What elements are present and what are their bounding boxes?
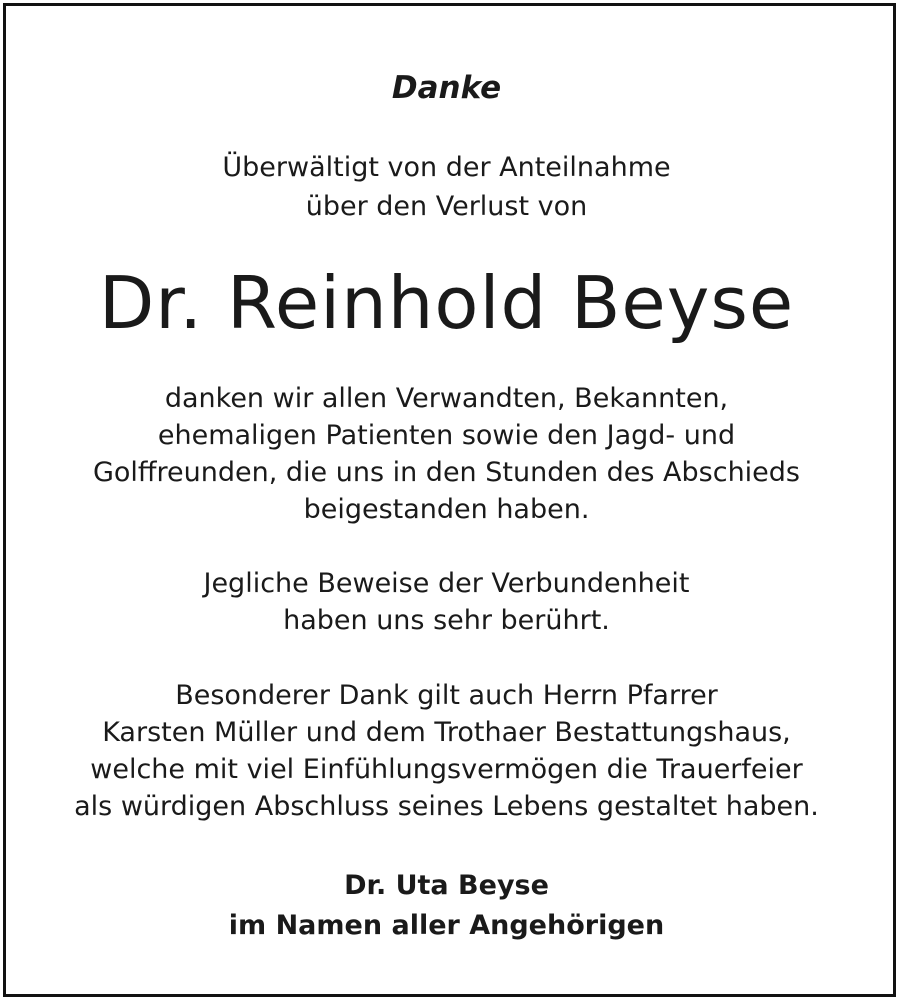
intro-line: über den Verlust von <box>305 191 588 222</box>
paragraph-line: als würdigen Abschluss seines Lebens gestaltet haben. <box>74 791 819 822</box>
paragraph-line: danken wir allen Verwandten, Bekannten, <box>164 383 729 414</box>
intro-text <box>0 148 893 226</box>
signature-name: Dr. Uta Beyse <box>344 870 549 901</box>
paragraph-line: haben uns sehr berührt. <box>283 605 610 636</box>
paragraph-line: Jegliche Beweise der Verbundenheit <box>203 568 690 599</box>
thanks-paragraph <box>0 380 893 528</box>
signature-block <box>0 866 893 946</box>
paragraph-line: welche mit viel Einfühlungsvermögen die Trauerfeier <box>90 754 803 785</box>
signature-note: im Namen aller Angehörigen <box>228 910 665 941</box>
special-thanks-paragraph <box>0 677 893 825</box>
paragraph-line: ehemaligen Patienten sowie den Jagd- und <box>157 420 736 451</box>
solidarity-paragraph <box>0 565 893 639</box>
paragraph-line: Besonderer Dank gilt auch Herrn Pfarrer <box>175 680 718 711</box>
paragraph-line: Golffreunden, die uns in den Stunden des Abschieds <box>92 457 800 488</box>
notice-heading: Danke <box>391 70 502 106</box>
paragraph-line: beigestanden haben. <box>303 494 590 525</box>
paragraph-line: Karsten Müller und dem Trothaer Bestattungshaus, <box>102 717 791 748</box>
intro-line: Überwältigt von der Anteilnahme <box>222 152 671 183</box>
deceased-name: Dr. Reinhold Beyse <box>98 261 795 345</box>
